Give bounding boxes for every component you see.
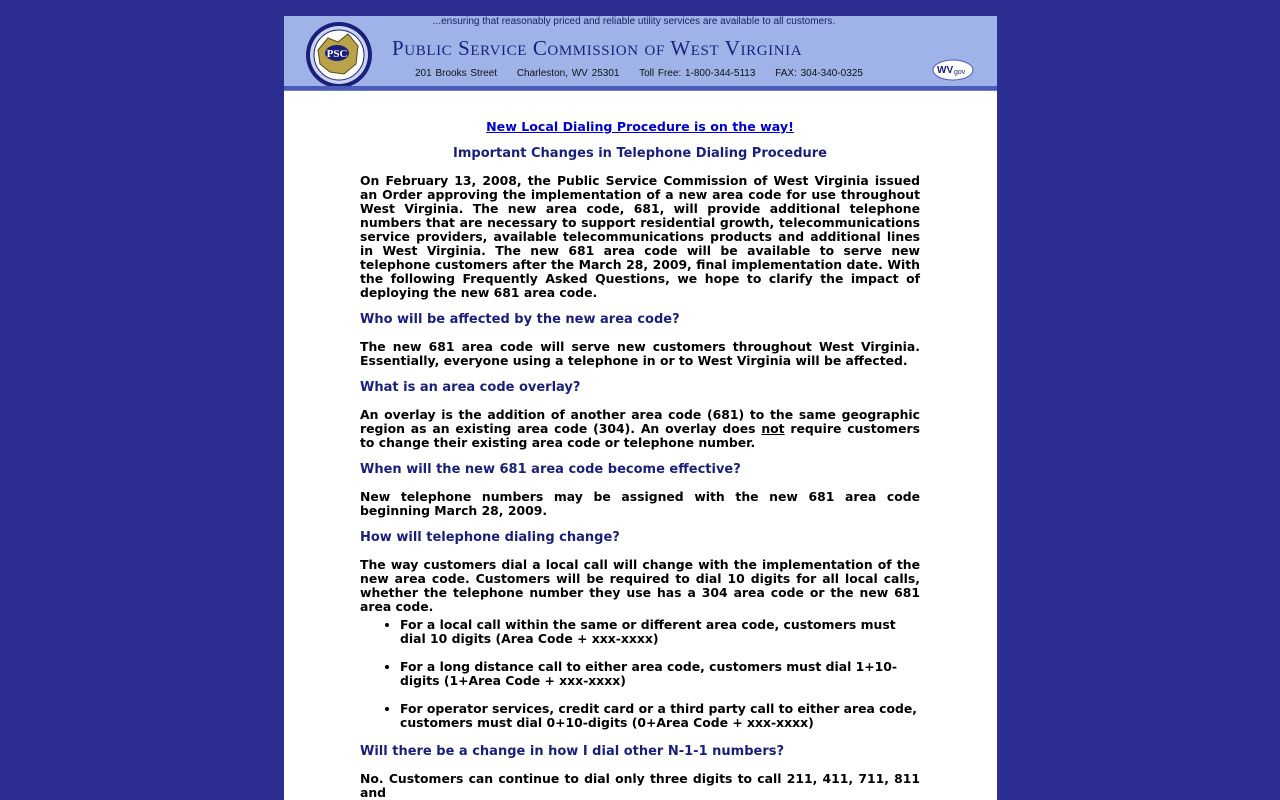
dialing-rules-list: [360, 618, 920, 730]
contact-info: [415, 68, 879, 79]
list-item: • For a long distance call to either area code, customers must dial 1+10-digits (1+Area Code + xxx-xxxx): [400, 660, 920, 688]
faq-answer-affected: The new 681 area code will serve new customers throughout West Virginia. Essentially, everyone using a telephone in or to West Virginia will be affected.: [360, 339, 920, 368]
faq-question-n11: Will there be a change in how I dial other N-1-1 numbers?: [360, 744, 785, 759]
list-item: • For operator services, credit card or a third party call to either area code, customers must dial 0+10-digits (0+Area Code + xxx-xxxx): [400, 702, 920, 730]
faq-question-dialing: How will telephone dialing change?: [360, 530, 620, 545]
faq-question-overlay: What is an area code overlay?: [360, 380, 581, 395]
page-container: [284, 16, 997, 800]
site-banner: [284, 16, 997, 91]
psc-seal-logo[interactable]: [304, 20, 374, 90]
faq-answer-n11: No. Customers can continue to dial only three digits to call 211, 411, 711, 811 and: [360, 771, 920, 800]
toll-free-number: Toll Free: 1-800-344-5113: [639, 68, 756, 79]
emphasis-not: not: [761, 421, 785, 436]
tagline: ...ensuring that reasonably priced and reliable utility services are available to all customers.: [432, 16, 836, 27]
intro-paragraph: On February 13, 2008, the Public Service Commission of West Virginia issued an Order approving the implementation of a new area code for use throughout West Virginia. The new area code, 681, will provide additional telephone numbers that are necessary to support residential growth, telecommunications service providers, available telecommunications products and additional lines in West Virginia. The new 681 area code will be available to serve new telephone customers after the March 28, 2009, final implementation date. With the following Frequently Asked Questions, we hope to clarify the impact of deploying the new 681 area code.: [360, 173, 920, 300]
page-title: Important Changes in Telephone Dialing Procedure: [453, 146, 827, 161]
svg-text:PSC: PSC: [326, 48, 348, 60]
wvgov-logo[interactable]: [931, 57, 975, 81]
faq-question-effective: When will the new 681 area code become effective?: [360, 462, 741, 477]
svg-text:WV: WV: [937, 65, 954, 76]
agency-name: Public Service Commission of West Virginia: [392, 36, 803, 60]
fax-number: FAX: 304-340-0325: [775, 68, 863, 79]
list-item: • For a local call within the same or different area code, customers must dial 10 digits (Area Code + xxx-xxxx): [400, 618, 920, 646]
banner-divider: [284, 86, 997, 90]
faq-answer-effective: New telephone numbers may be assigned with the new 681 area code beginning March 28, 2009.: [360, 489, 920, 518]
article-content: [360, 120, 920, 800]
dialing-procedure-link[interactable]: New Local Dialing Procedure is on the way!: [486, 119, 794, 134]
svg-text:gov: gov: [954, 69, 966, 76]
address: 201 Brooks Street: [415, 68, 498, 79]
city: Charleston, WV 25301: [516, 68, 620, 79]
faq-answer-dialing: The way customers dial a local call will change with the implementation of the new area code. Customers will be required to dial 10 digits for all local calls, whether the telephone number they use has a 304 area code or the new 681 area code.: [360, 557, 920, 614]
faq-answer-overlay: An overlay is the addition of another area code (681) to the same geographic region as an existing area code (304). An overlay does not require customers to change their existing area code or telephone number.: [360, 407, 920, 450]
faq-question-affected: Who will be affected by the new area code?: [360, 312, 680, 327]
